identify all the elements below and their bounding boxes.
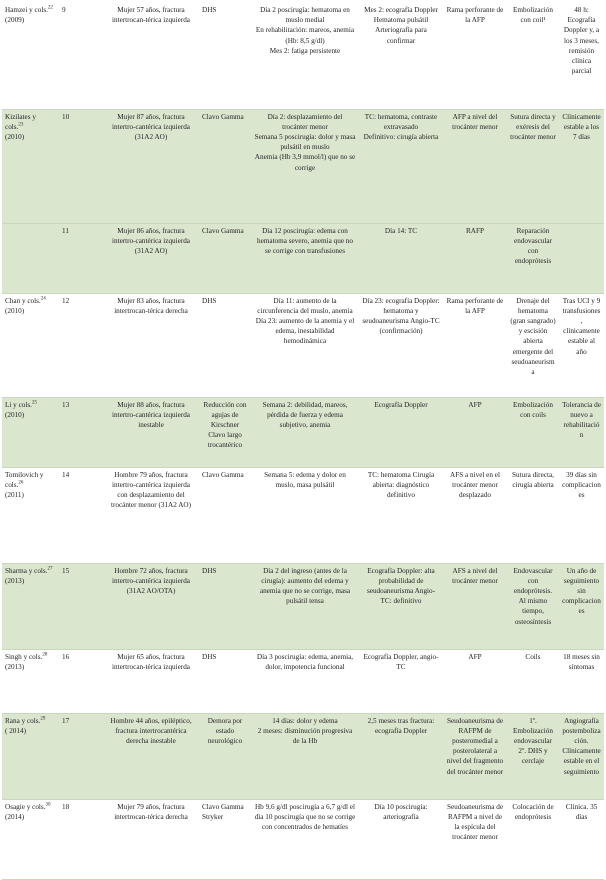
author-cell: [2, 3, 59, 109]
case-number: 15: [59, 563, 103, 649]
diagnosis-cell: Ecografía Doppler: [359, 397, 443, 467]
reference-number: 22: [47, 5, 53, 11]
implant-cell: Clavo Gamma Stryker: [199, 799, 251, 879]
author-year: (2013): [5, 576, 25, 585]
outcome-cell: 18 meses sin síntomas: [559, 649, 604, 713]
diagnosis-cell: TC: hematoma, contraste extravasado Definitivo: cirugía abierta: [359, 109, 443, 223]
case-series-table: [2, 3, 604, 880]
outcome-cell: Tras UCI y 9 transfusiones, clínicamente estable al año: [559, 293, 604, 397]
author-year: (2011): [5, 490, 24, 499]
patient-cell: Mujer 86 años, fractura intertro-cantérica izquierda (31A2 AO): [103, 223, 199, 293]
reference-number: 27: [47, 566, 53, 572]
author-cell: [2, 109, 59, 223]
case-number: 16: [59, 649, 103, 713]
table-row: [2, 223, 604, 293]
patient-cell: Hombre 72 años, fractura intertro-cantérica izquierda (31A2 AO/OTA): [103, 563, 199, 649]
author-cell: [2, 713, 59, 799]
table-body: [2, 3, 604, 879]
implant-cell: DHS: [199, 563, 251, 649]
diagnosis-cell: Día 23: ecografía Doppler: hematoma y seudoaneurisma Angio-TC (confirmación): [359, 293, 443, 397]
author-name: Singh y cols.: [5, 652, 43, 661]
outcome-cell: Clínica. 35 días: [559, 799, 604, 879]
case-number: 14: [59, 467, 103, 563]
diagnosis-cell: Día 10 poscirugía: arteriografía: [359, 799, 443, 879]
author-year: ( 2014): [5, 726, 26, 735]
diagnosis-cell: Ecografía Doppler: alta probabilidad de seudoaneurisma Angio-TC: definitivo: [359, 563, 443, 649]
table-row: [2, 397, 604, 467]
case-number: 18: [59, 799, 103, 879]
vessel-cell: AFP: [443, 649, 507, 713]
table-row: [2, 293, 604, 397]
outcome-cell: 39 días sin complicaciones: [559, 467, 604, 563]
treatment-cell: Embolización con coil¹: [507, 3, 559, 109]
presentation-cell: Día 2 del ingreso (antes de la cirugía): aumento del edema y anemia que no se corrige, masa pulsátil tensa: [251, 563, 359, 649]
treatment-cell: Embolización con coils: [507, 397, 559, 467]
reference-number: 25: [31, 400, 37, 406]
vessel-cell: Seudoaneurisma de RAFPM de posteromedial a posterolateral a nivel del fragmento del trocánter menor: [443, 713, 507, 799]
author-year: (2014): [5, 812, 25, 821]
presentation-cell: 14 días: dolor y edema 2 meses: disminución progresiva de la Hb: [251, 713, 359, 799]
treatment-cell: Endovascular con endoprótesis. Al mismo tiempo, osteosíntesis: [507, 563, 559, 649]
author-cell: [2, 649, 59, 713]
author-name: Osagie y cols.: [5, 802, 46, 811]
case-number: 11: [59, 223, 103, 293]
table-row: [2, 3, 604, 109]
author-year: (2010): [5, 410, 25, 419]
author-name: Tomilovich y cols.: [5, 470, 44, 489]
patient-cell: Hombre 79 años, fractura intertro-cantérica izquierda con desplazamiento del trocánter menor (31A2 AO): [103, 467, 199, 563]
vessel-cell: Rama perforante de la AFP: [443, 3, 507, 109]
outcome-cell: 48 h: Ecografía Doppler y, a los 3 meses, remisión clínica parcial: [559, 3, 604, 109]
treatment-cell: Colocación de endoprótesis: [507, 799, 559, 879]
patient-cell: Mujer 83 años, fractura intertrocan-térica derecha: [103, 293, 199, 397]
presentation-cell: Día 11: aumento de la circunferencia del muslo, anemia Día 23: aumento de la anemia y el edema, inestabilidad hemodinámica: [251, 293, 359, 397]
outcome-cell: Angiografía postembolización. Clínicamente estable en el seguimiento: [559, 713, 604, 799]
outcome-cell: [559, 223, 604, 293]
reference-number: 30: [45, 802, 51, 808]
table-row: [2, 467, 604, 563]
implant-cell: Clavo Gamma: [199, 223, 251, 293]
patient-cell: Mujer 65 años, fractura intertrocan-térica izquierda: [103, 649, 199, 713]
implant-cell: Reducción con agujas de Kirschner Clavo largo trocantérico: [199, 397, 251, 467]
implant-cell: Demora por estado neurológico: [199, 713, 251, 799]
author-name: Chan y cols.: [5, 296, 41, 305]
case-number: 12: [59, 293, 103, 397]
vessel-cell: Rama perforante de la AFP: [443, 293, 507, 397]
diagnosis-cell: TC: hematoma Cirugía abierta: diagnóstico definitivo: [359, 467, 443, 563]
outcome-cell: Tolerancia de nuevo a rehabilitación: [559, 397, 604, 467]
implant-cell: DHS: [199, 649, 251, 713]
reference-number: 29: [40, 716, 46, 722]
presentation-cell: Día 2 poscirugía: hematoma en muslo medial En rehabilitación: mareos, anemia (Hb: 8,5 g/dl) Mes 2: fatiga persistente: [251, 3, 359, 109]
patient-cell: Mujer 57 años, fractura intertrocan-térica izquierda: [103, 3, 199, 109]
author-cell: [2, 799, 59, 879]
diagnosis-cell: Día 14: TC: [359, 223, 443, 293]
case-number: 10: [59, 109, 103, 223]
author-name: Li y cols.: [5, 400, 32, 409]
vessel-cell: AFP a nivel del trocánter menor: [443, 109, 507, 223]
vessel-cell: AFS a nivel del trocánter menor: [443, 563, 507, 649]
author-year: (2009): [5, 16, 25, 25]
presentation-cell: Día 3 poscirugía: edema, anemia, dolor, impotencia funcional: [251, 649, 359, 713]
implant-cell: DHS: [199, 293, 251, 397]
implant-cell: Clavo Gamma: [199, 467, 251, 563]
table-row: [2, 713, 604, 799]
treatment-cell: Drenaje del hematoma (gran sangrado) y escisión abierta emergente del seudoaneurisma: [507, 293, 559, 397]
author-cell: [2, 397, 59, 467]
table-row: [2, 799, 604, 879]
reference-number: 26: [18, 480, 24, 486]
reference-number: 28: [42, 652, 48, 658]
presentation-cell: Semana 2: debilidad, mareos, pérdida de fuerza y edema subjetivo, anemia: [251, 397, 359, 467]
implant-cell: Clavo Gamma: [199, 109, 251, 223]
implant-cell: DHS: [199, 3, 251, 109]
author-name: Rana y cols.: [5, 716, 41, 725]
treatment-cell: Reparación endovascular con endoprótesis: [507, 223, 559, 293]
vessel-cell: Seudoaneurisma de RAFPM a nivel de la espícula del trocánter menor: [443, 799, 507, 879]
presentation-cell: Día 2: desplazamiento del trocánter menor Semana 5 poscirugía: dolor y masa pulsátil en muslo Anemia (Hb 3,9 mmol/l) que no se corrige: [251, 109, 359, 223]
treatment-cell: Sutura directa, cirugía abierta: [507, 467, 559, 563]
case-number: 17: [59, 713, 103, 799]
author-cell: [2, 223, 59, 293]
diagnosis-cell: Mes 2: ecografía Doppler Hematoma pulsátil Arteriografía para confirmar: [359, 3, 443, 109]
author-year: (2010): [5, 306, 25, 315]
patient-cell: Hombre 44 años, epiléptico, fractura intertrocantérica derecha inestable: [103, 713, 199, 799]
case-number: 9: [59, 3, 103, 109]
author-cell: [2, 563, 59, 649]
presentation-cell: Hb 9,6 g/dl poscirugía a 6,7 g/dl el día 10 poscirugía que no se corrige con concentrados de hematíes: [251, 799, 359, 879]
treatment-cell: Sutura directa y exéresis del trocánter menor: [507, 109, 559, 223]
vessel-cell: AFS a nivel en el trocánter menor desplazado: [443, 467, 507, 563]
diagnosis-cell: Ecografía Doppler, angio-TC: [359, 649, 443, 713]
author-cell: [2, 467, 59, 563]
patient-cell: Mujer 79 años, fractura intertrocan-térica derecha: [103, 799, 199, 879]
table-row: [2, 649, 604, 713]
treatment-cell: 1º. Embolización endovascular 2º. DHS y cerclaje: [507, 713, 559, 799]
author-cell: [2, 293, 59, 397]
author-name: Hamzei y cols.: [5, 6, 48, 14]
presentation-cell: Semana 5: edema y dolor en muslo, masa pulsátil: [251, 467, 359, 563]
vessel-cell: RAFP: [443, 223, 507, 293]
author-name: Sharma y cols.: [5, 566, 48, 575]
case-number: 13: [59, 397, 103, 467]
diagnosis-cell: 2,5 meses tras fractura: ecografía Doppler: [359, 713, 443, 799]
table-row: [2, 563, 604, 649]
author-year: (2010): [5, 132, 25, 141]
outcome-cell: Un año de seguimiento sin complicaciones: [559, 563, 604, 649]
author-name: Kizilates y cols.: [5, 112, 36, 131]
patient-cell: Mujer 88 años, fractura intertro-cantérica izquierda inestable: [103, 397, 199, 467]
outcome-cell: Clínicamente estable a los 7 días: [559, 109, 604, 223]
patient-cell: Mujer 87 años, fractura intertro-cantérica izquierda (31A2 AO): [103, 109, 199, 223]
treatment-cell: Coils: [507, 649, 559, 713]
reference-number: 24: [40, 296, 46, 302]
author-year: (2013): [5, 662, 25, 671]
vessel-cell: AFP: [443, 397, 507, 467]
table-row: [2, 109, 604, 223]
presentation-cell: Día 12 poscirugía: edema con hematoma severo, anemia que no se corrige con transfusiones: [251, 223, 359, 293]
reference-number: 23: [18, 122, 24, 128]
